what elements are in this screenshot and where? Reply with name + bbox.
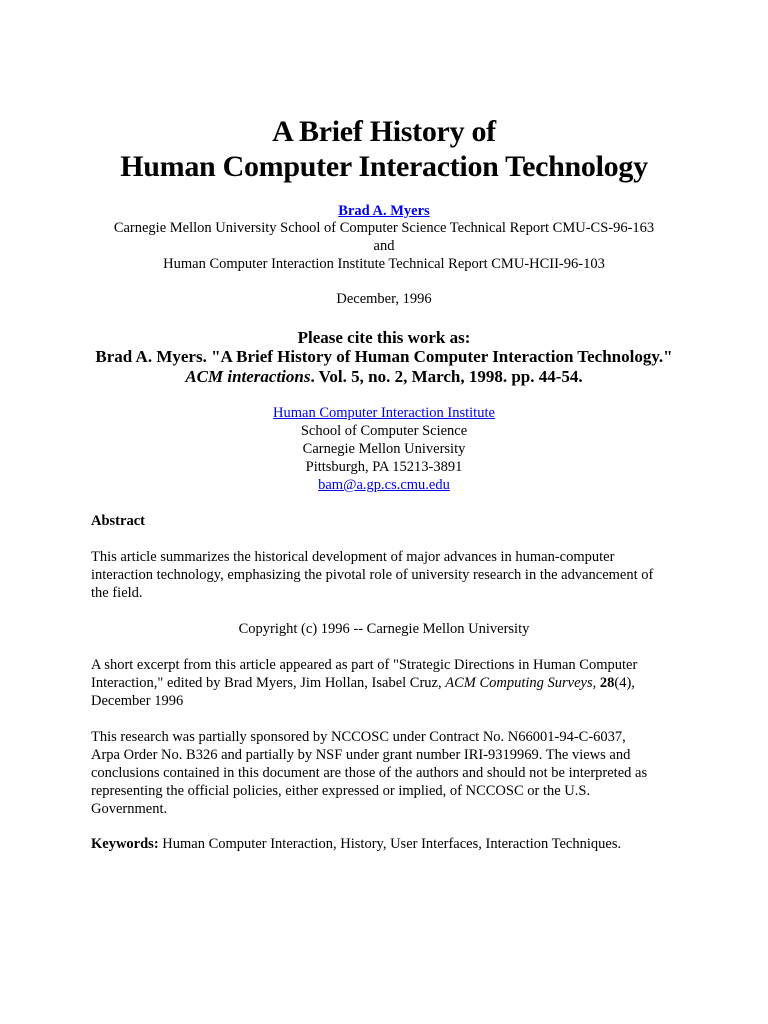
abstract-heading: Abstract bbox=[91, 513, 145, 529]
abstract-line-2: interaction technology, emphasizing the pivotal role of university research in the advancement of bbox=[91, 567, 654, 583]
sponsorship-line-3: conclusions contained in this document are those of the authors and should not be interpreted as bbox=[91, 765, 648, 781]
publication-date: December, 1996 bbox=[336, 291, 432, 307]
author-link[interactable]: Brad A. Myers bbox=[338, 203, 430, 219]
keywords-label: Keywords: bbox=[91, 836, 159, 852]
keywords-text: Human Computer Interaction, History, User Interfaces, Interaction Techniques. bbox=[158, 836, 622, 852]
city-line: Pittsburgh, PA 15213-3891 bbox=[305, 459, 463, 475]
school-line: School of Computer Science bbox=[300, 423, 468, 439]
excerpt-volume: 28 bbox=[599, 675, 615, 691]
excerpt-line-2-text: Interaction," edited by Brad Myers, Jim Hollan, Isabel Cruz, bbox=[91, 675, 446, 691]
author-line bbox=[0, 202, 768, 220]
citation-details: . Vol. 5, no. 2, March, 1998. pp. 44-54. bbox=[310, 367, 583, 386]
copyright-line: Copyright (c) 1996 -- Carnegie Mellon University bbox=[238, 621, 530, 637]
keywords-line bbox=[91, 835, 681, 853]
excerpt-line-2 bbox=[91, 674, 681, 692]
institute-line bbox=[0, 404, 768, 422]
document-title-line-1: A Brief History of bbox=[272, 115, 496, 148]
document-title-line-2: Human Computer Interaction Technology bbox=[120, 150, 648, 183]
sponsorship-line-4: representing the official policies, either expressed or implied, of NCCOSC or the U.S. bbox=[91, 783, 591, 799]
excerpt-journal: ACM Computing Surveys bbox=[445, 675, 593, 691]
cite-heading: Please cite this work as: bbox=[297, 328, 471, 347]
report-line-2: Human Computer Interaction Institute Technical Report CMU-HCII-96-103 bbox=[163, 256, 605, 272]
email-link[interactable]: bam@a.gp.cs.cmu.edu bbox=[318, 477, 450, 493]
sponsorship-line-5: Government. bbox=[91, 801, 168, 817]
sponsorship-line-1: This research was partially sponsored by NCCOSC under Contract No. N66001-94-C-6037, bbox=[91, 729, 626, 745]
report-and: and bbox=[373, 238, 395, 254]
email-line bbox=[0, 476, 768, 494]
abstract-line-3: the field. bbox=[91, 585, 143, 601]
citation-journal: ACM interactions bbox=[185, 367, 311, 386]
excerpt-line-1: A short excerpt from this article appeared as part of "Strategic Directions in Human Computer bbox=[91, 657, 638, 673]
citation-line-2 bbox=[0, 366, 768, 387]
university-line: Carnegie Mellon University bbox=[302, 441, 466, 457]
excerpt-issue: (4), bbox=[614, 675, 635, 691]
sponsorship-line-2: Arpa Order No. B326 and partially by NSF under grant number IRI-9319969. The views and bbox=[91, 747, 631, 763]
excerpt-comma: , bbox=[592, 675, 600, 691]
abstract-line-1: This article summarizes the historical development of major advances in human-computer bbox=[91, 549, 615, 565]
report-line-1: Carnegie Mellon University School of Computer Science Technical Report CMU-CS-96-163 bbox=[113, 220, 655, 236]
excerpt-line-3: December 1996 bbox=[91, 693, 184, 709]
institute-link[interactable]: Human Computer Interaction Institute bbox=[273, 405, 495, 421]
citation-line-1: Brad A. Myers. "A Brief History of Human Computer Interaction Technology." bbox=[95, 347, 673, 366]
